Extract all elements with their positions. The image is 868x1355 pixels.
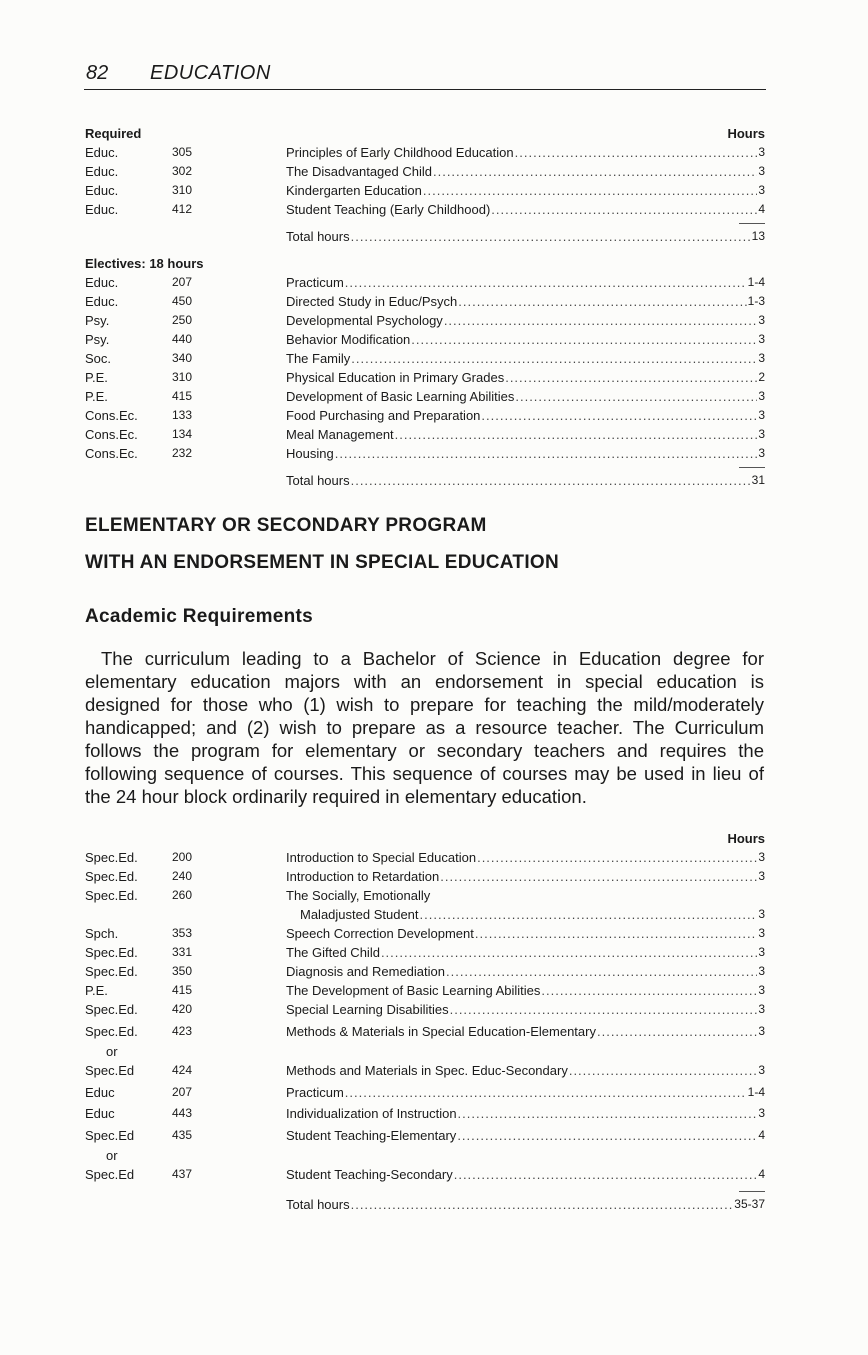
course-dept: Spec.Ed. xyxy=(85,869,138,884)
hours-column-label: Hours xyxy=(727,831,765,846)
course-row-continuation xyxy=(85,905,765,924)
course-row xyxy=(85,981,765,1000)
course-number: 260 xyxy=(172,888,193,902)
or-label xyxy=(85,1147,765,1165)
electives-label: Electives: 18 hours xyxy=(85,256,204,271)
course-hours: 3 xyxy=(758,351,765,365)
total-value: 13 xyxy=(751,229,765,243)
electives-header-row xyxy=(85,254,765,273)
course-dept: Psy. xyxy=(85,332,110,347)
course-row xyxy=(85,425,765,444)
course-dept: Cons.Ec. xyxy=(85,427,138,442)
course-hours: 3 xyxy=(758,926,765,940)
course-number: 437 xyxy=(172,1167,193,1181)
course-title: Practicum xyxy=(286,1084,344,1100)
course-number: 450 xyxy=(172,294,193,308)
course-number: 133 xyxy=(172,408,193,422)
course-hours: 3 xyxy=(758,145,765,159)
total-label: Total hours xyxy=(286,1196,350,1212)
course-title: Student Teaching-Secondary xyxy=(286,1167,453,1182)
course-hours: 1-3 xyxy=(747,294,765,308)
course-hours: 3 xyxy=(758,408,765,422)
total-label: Total hours xyxy=(286,229,350,244)
course-title: Physical Education in Primary Grades xyxy=(286,370,505,385)
course-hours: 3 xyxy=(758,332,765,346)
course-dept: Educ. xyxy=(85,275,119,290)
course-number: 420 xyxy=(172,1002,193,1016)
course-number: 207 xyxy=(172,275,193,289)
course-number: 350 xyxy=(172,964,193,978)
course-row xyxy=(85,387,765,406)
course-hours: 3 xyxy=(758,983,765,997)
course-dept: P.E. xyxy=(85,983,108,998)
course-hours: 3 xyxy=(758,1106,765,1120)
course-title-continuation: Maladjusted Student xyxy=(300,907,419,922)
course-title: The Disadvantaged Child xyxy=(286,164,432,179)
course-dept: Spec.Ed. xyxy=(85,1023,138,1039)
course-title: Behavior Modification xyxy=(286,332,411,347)
course-hours: 4 xyxy=(758,1127,765,1142)
course-row xyxy=(85,162,765,181)
course-title: Introduction to Retardation xyxy=(286,869,440,884)
course-hours: 3 xyxy=(758,389,765,403)
course-number: 415 xyxy=(172,983,193,997)
required-course-list xyxy=(85,143,765,219)
course-title: Special Learning Disabilities xyxy=(286,1002,449,1017)
course-title: Food Purchasing and Preparation xyxy=(286,408,481,423)
course-number: 207 xyxy=(172,1084,193,1099)
course-title: Speech Correction Development xyxy=(286,926,474,941)
course-row xyxy=(85,444,765,463)
course-dept: Cons.Ec. xyxy=(85,408,138,423)
course-dept: Educ. xyxy=(85,294,119,309)
course-hours: 3 xyxy=(758,964,765,978)
course-number: 340 xyxy=(172,351,193,365)
or-label xyxy=(85,1043,765,1061)
total-rule xyxy=(85,1187,765,1195)
course-number: 443 xyxy=(172,1106,193,1120)
course-dept: Spec.Ed. xyxy=(85,888,138,903)
total-value: 35-37 xyxy=(734,1196,765,1211)
page-number: 82 xyxy=(86,62,109,84)
course-dept: Spec.Ed xyxy=(85,1127,135,1143)
course-dept: Spec.Ed. xyxy=(85,945,138,960)
course-number: 412 xyxy=(172,202,193,216)
hours-column-label: Hours xyxy=(727,126,765,141)
required-header-row xyxy=(85,124,765,143)
course-row xyxy=(85,886,765,905)
total-row xyxy=(85,1195,765,1214)
course-dept: Psy. xyxy=(85,313,110,328)
total-rule xyxy=(85,463,765,471)
course-hours: 3 xyxy=(758,907,765,921)
course-dept: Spec.Ed xyxy=(85,1167,135,1182)
course-row xyxy=(85,406,765,425)
course-hours: 3 xyxy=(758,183,765,197)
course-hours: 4 xyxy=(758,202,765,216)
course-title: Methods and Materials in Spec. Educ-Secondary xyxy=(286,1063,568,1078)
course-row xyxy=(85,1083,765,1105)
course-title: Methods & Materials in Special Education-Elementary xyxy=(286,1023,596,1039)
course-number: 423 xyxy=(172,1023,193,1038)
course-hours: 3 xyxy=(758,850,765,864)
total-label: Total hours xyxy=(286,473,350,488)
course-number: 424 xyxy=(172,1063,193,1077)
course-number: 305 xyxy=(172,145,193,159)
course-hours: 3 xyxy=(758,1063,765,1077)
course-title: The Gifted Child xyxy=(286,945,380,960)
course-row xyxy=(85,349,765,368)
course-title: Diagnosis and Remediation xyxy=(286,964,445,979)
header-rule xyxy=(84,89,766,90)
required-label: Required xyxy=(85,126,142,141)
special-education-course-list xyxy=(85,848,765,1187)
course-dept: Educ. xyxy=(85,164,119,179)
course-row xyxy=(85,867,765,886)
course-row xyxy=(85,962,765,981)
course-number: 353 xyxy=(172,926,193,940)
course-title: Student Teaching (Early Childhood) xyxy=(286,202,491,217)
course-number: 134 xyxy=(172,427,193,441)
course-row xyxy=(85,368,765,387)
course-row xyxy=(85,273,765,292)
course-hours: 1-4 xyxy=(747,275,765,289)
course-row xyxy=(85,1165,765,1187)
total-row xyxy=(85,471,765,490)
course-dept: Spec.Ed. xyxy=(85,1002,138,1017)
course-dept: Spec.Ed xyxy=(85,1063,135,1078)
course-number: 435 xyxy=(172,1127,193,1142)
course-dept: Spch. xyxy=(85,926,119,941)
or-text: or xyxy=(106,1044,118,1059)
course-number: 240 xyxy=(172,869,193,883)
course-row xyxy=(85,1061,765,1083)
course-row xyxy=(85,943,765,962)
course-title: Practicum xyxy=(286,275,344,290)
course-row xyxy=(85,1104,765,1126)
course-row xyxy=(85,1022,765,1044)
academic-requirements-heading: Academic Requirements xyxy=(85,606,314,627)
course-number: 331 xyxy=(172,945,193,959)
course-dept: P.E. xyxy=(85,370,108,385)
course-dept: Educ xyxy=(85,1106,115,1121)
course-hours: 3 xyxy=(758,446,765,460)
course-number: 250 xyxy=(172,313,193,327)
or-text: or xyxy=(106,1148,118,1163)
course-hours: 3 xyxy=(758,869,765,883)
early-childhood-course-table xyxy=(85,124,765,490)
course-dept: P.E. xyxy=(85,389,108,404)
course-row xyxy=(85,181,765,200)
special-education-course-table xyxy=(85,829,765,1214)
course-title: The Development of Basic Learning Abilities xyxy=(286,983,541,998)
course-row xyxy=(85,924,765,943)
section-title-line-1: ELEMENTARY OR SECONDARY PROGRAM xyxy=(85,515,487,536)
course-row xyxy=(85,330,765,349)
course-title: Housing xyxy=(286,446,334,461)
course-dept: Educ. xyxy=(85,183,119,198)
course-hours: 1-4 xyxy=(747,1084,765,1099)
course-title: Individualization of Instruction xyxy=(286,1106,457,1121)
section-title-line-2: WITH AN ENDORSEMENT IN SPECIAL EDUCATION xyxy=(85,552,559,573)
course-hours: 3 xyxy=(758,313,765,327)
total-rule xyxy=(85,219,765,227)
course-number: 440 xyxy=(172,332,193,346)
course-row xyxy=(85,200,765,219)
course-title: The Socially, Emotionally xyxy=(286,888,431,903)
page-header-title: EDUCATION xyxy=(150,62,271,84)
course-number: 310 xyxy=(172,370,193,384)
course-hours: 4 xyxy=(758,1167,765,1181)
course-title: Kindergarten Education xyxy=(286,183,422,198)
course-hours: 3 xyxy=(758,945,765,959)
course-dept: Soc. xyxy=(85,351,112,366)
course-number: 232 xyxy=(172,446,193,460)
course-title: Meal Management xyxy=(286,427,394,442)
course-number: 200 xyxy=(172,850,193,864)
course-dept: Educ xyxy=(85,1084,115,1100)
course-row xyxy=(85,1126,765,1148)
course-title: Principles of Early Childhood Education xyxy=(286,145,514,160)
course-title: Directed Study in Educ/Psych xyxy=(286,294,458,309)
course-row xyxy=(85,143,765,162)
course-title: Development of Basic Learning Abilities xyxy=(286,389,515,404)
course-number: 302 xyxy=(172,164,193,178)
course-row xyxy=(85,848,765,867)
course-hours: 2 xyxy=(758,370,765,384)
course-title: Student Teaching-Elementary xyxy=(286,1127,457,1143)
course-title: The Family xyxy=(286,351,351,366)
course-hours: 3 xyxy=(758,164,765,178)
course-row xyxy=(85,311,765,330)
curriculum-paragraph: The curriculum leading to a Bachelor of Science in Education degree for elementary education majors with an endorsement in special education is designed for those who (1) wish to prepare for teaching the mild/moderately handicapped; and (2) wish to prepare as a resource teacher. The Curriculum follows the program for elementary or secondary teachers and requires the following sequence of courses. This sequence of courses may be used in lieu of the 24 hour block ordinarily required in elementary education. xyxy=(85,648,764,807)
hours-header-row xyxy=(85,829,765,848)
course-title: Introduction to Special Education xyxy=(286,850,477,865)
course-row xyxy=(85,1000,765,1022)
course-number: 310 xyxy=(172,183,193,197)
course-row xyxy=(85,292,765,311)
course-dept: Spec.Ed. xyxy=(85,850,138,865)
course-title: Developmental Psychology xyxy=(286,313,443,328)
course-dept: Cons.Ec. xyxy=(85,446,138,461)
total-row xyxy=(85,227,765,246)
course-hours: 3 xyxy=(758,427,765,441)
course-hours: 3 xyxy=(758,1023,765,1038)
course-dept: Educ. xyxy=(85,145,119,160)
course-number: 415 xyxy=(172,389,193,403)
course-dept: Educ. xyxy=(85,202,119,217)
total-value: 31 xyxy=(751,473,765,487)
elective-course-list xyxy=(85,273,765,463)
course-dept: Spec.Ed. xyxy=(85,964,138,979)
course-hours: 3 xyxy=(758,1002,765,1016)
